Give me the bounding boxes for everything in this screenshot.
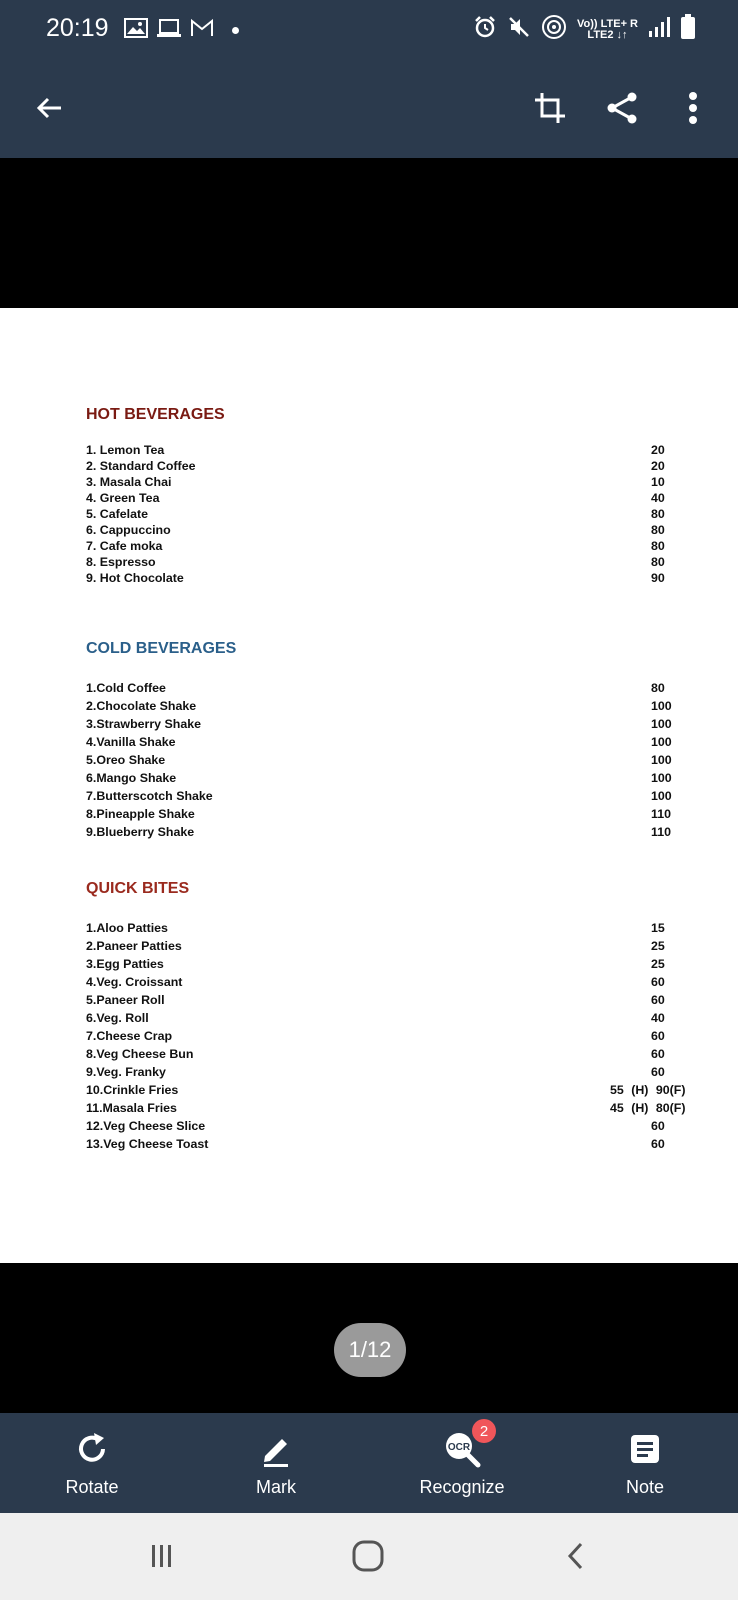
list-item: 11.Masala Fries 45 (H) 80(F)	[86, 1101, 686, 1115]
list-item: 6.Veg. Roll 40	[86, 1011, 665, 1025]
battery-icon	[680, 14, 696, 45]
list-item: 1.Aloo Patties 15	[86, 921, 665, 935]
svg-text:OCR: OCR	[447, 1442, 471, 1453]
laptop-icon	[156, 18, 182, 43]
list-item: 8. Espresso 80	[86, 555, 665, 569]
app-bar	[0, 58, 738, 158]
network-indicator: Vo)) LTE+ R LTE2 ↓↑	[576, 17, 638, 41]
note-button[interactable]: Note	[585, 1413, 705, 1513]
list-item: 3.Egg Patties 25	[86, 957, 665, 971]
list-item: 4.Veg. Croissant 60	[86, 975, 665, 989]
section-title-hot-beverages: HOT BEVERAGES	[86, 406, 225, 423]
list-item: 7. Cafe moka 80	[86, 539, 665, 553]
gmail-icon	[190, 18, 214, 43]
status-bar	[0, 0, 738, 58]
list-item: 5.Oreo Shake 100	[86, 753, 672, 767]
list-item: 8.Veg Cheese Bun 60	[86, 1047, 665, 1061]
alarm-icon	[473, 15, 497, 44]
bottom-toolbar	[0, 1413, 738, 1513]
list-item: 7.Cheese Crap 60	[86, 1029, 665, 1043]
list-item: 13.Veg Cheese Toast 60	[86, 1137, 665, 1151]
list-item: 5.Paneer Roll 60	[86, 993, 665, 1007]
back-arrow-icon[interactable]	[24, 82, 76, 134]
share-icon[interactable]	[596, 82, 648, 134]
more-vert-icon[interactable]	[667, 82, 719, 134]
list-item: 6. Cappuccino 80	[86, 523, 665, 537]
dot-icon	[232, 27, 239, 34]
list-item: 5. Cafelate 80	[86, 507, 665, 521]
list-item: 2. Standard Coffee 20	[86, 459, 665, 473]
list-item: 6.Mango Shake 100	[86, 771, 672, 785]
back-icon[interactable]	[546, 1531, 606, 1581]
list-item: 10.Crinkle Fries 55 (H) 90(F)	[86, 1083, 686, 1097]
list-item: 9.Veg. Franky 60	[86, 1065, 665, 1079]
list-item: 1.Cold Coffee 80	[86, 681, 665, 695]
list-item: 9. Hot Chocolate 90	[86, 571, 665, 585]
crop-icon[interactable]	[524, 82, 576, 134]
section-title-quick-bites: QUICK BITES	[86, 880, 190, 897]
document-page[interactable]	[0, 308, 738, 1263]
list-item: 3.Strawberry Shake 100	[86, 717, 672, 731]
status-time: 20:19	[46, 14, 109, 42]
list-item: 2.Chocolate Shake 100	[86, 699, 672, 713]
home-icon[interactable]	[338, 1531, 398, 1581]
notification-badge: 2	[472, 1419, 496, 1443]
gallery-icon	[124, 18, 148, 43]
page-indicator: 1/12	[334, 1323, 406, 1377]
mute-icon	[507, 15, 531, 44]
recognize-button[interactable]: OCR 2 Recognize	[402, 1413, 522, 1513]
rotate-button[interactable]: Rotate	[32, 1413, 152, 1513]
list-item: 3. Masala Chai 10	[86, 475, 665, 489]
list-item: 12.Veg Cheese Slice 60	[86, 1119, 665, 1133]
pen-icon	[216, 1427, 336, 1471]
system-nav-bar	[0, 1513, 738, 1600]
recent-apps-icon[interactable]	[132, 1531, 192, 1581]
rotate-icon	[32, 1427, 152, 1471]
section-title-cold-beverages: COLD BEVERAGES	[86, 640, 237, 657]
hotspot-icon	[541, 14, 567, 45]
list-item: 1. Lemon Tea 20	[86, 443, 665, 457]
ocr-search-icon	[402, 1427, 522, 1471]
list-item: 8.Pineapple Shake 110	[86, 807, 671, 821]
list-item: 4.Vanilla Shake 100	[86, 735, 672, 749]
list-item: 4. Green Tea 40	[86, 491, 665, 505]
list-item: 7.Butterscotch Shake 100	[86, 789, 672, 803]
list-item: 2.Paneer Patties 25	[86, 939, 665, 953]
list-item: 9.Blueberry Shake 110	[86, 825, 671, 839]
mark-button[interactable]: Mark	[216, 1413, 336, 1513]
note-icon	[585, 1427, 705, 1471]
signal-icon	[648, 15, 670, 44]
